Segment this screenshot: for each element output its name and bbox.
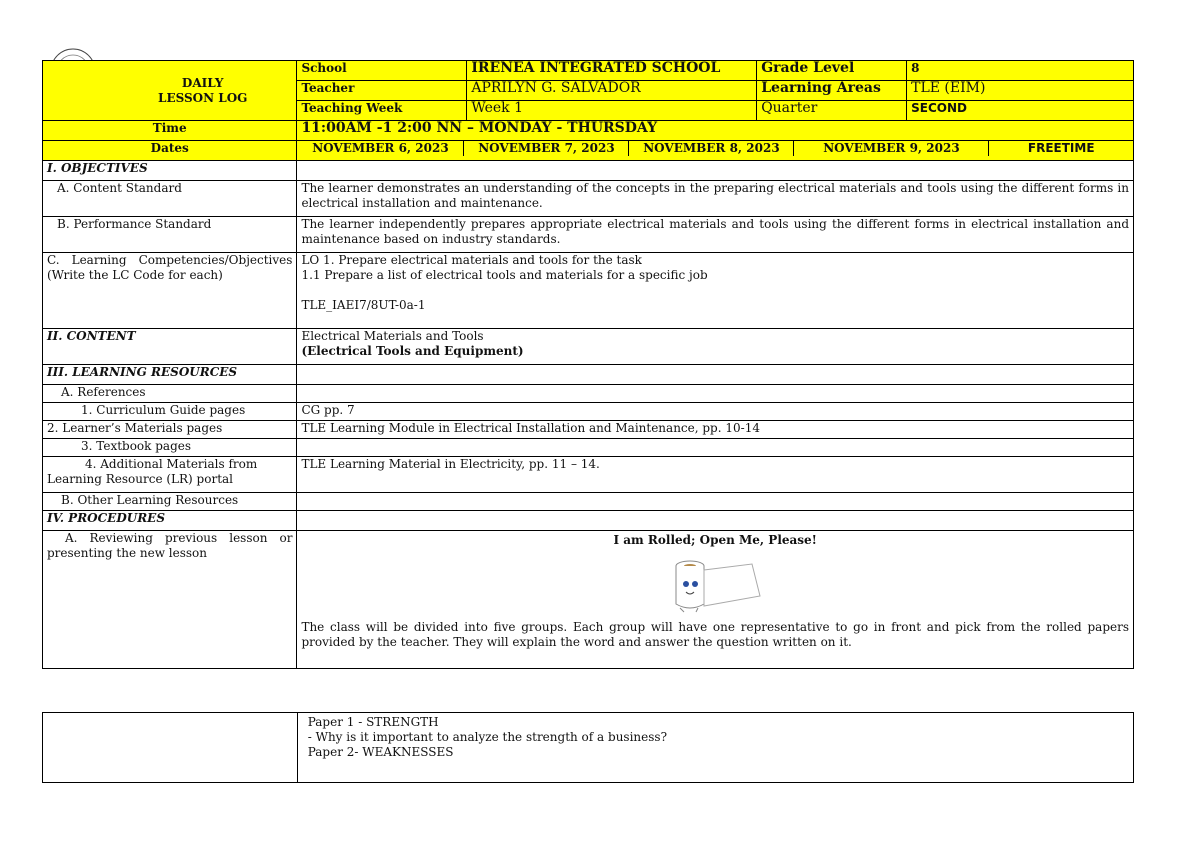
- areas-value: TLE (EIM): [907, 81, 1134, 101]
- time-value: 11:00AM -1 2:00 NN – MONDAY - THURSDAY: [297, 121, 1134, 141]
- textbook-label: 3. Textbook pages: [43, 439, 297, 457]
- quarter-value: SECOND: [907, 101, 1134, 121]
- paper-2-label: Paper 2- WEAKNESSES: [307, 745, 454, 759]
- performance-standard-text: The learner independently prepares appropriate electrical materials and tools using the different forms in electrical installation and maintenance based on industry standards.: [297, 217, 1134, 253]
- review-lesson-label: A. Reviewing previous lesson or presenting the new lesson: [43, 531, 297, 669]
- objectives-heading: I. OBJECTIVES: [43, 161, 297, 181]
- teacher-value: APRILYN G. SALVADOR: [467, 81, 757, 101]
- areas-label: Learning Areas: [757, 81, 907, 101]
- activity-title: I am Rolled; Open Me, Please!: [613, 533, 817, 547]
- date-freetime: FREETIME: [1027, 141, 1095, 155]
- school-value: IRENEA INTEGRATED SCHOOL: [467, 61, 757, 81]
- content-standard-text: The learner demonstrates an understanding of the concepts in the preparing electrical materials and tools using the different forms in electrical installation and maintenance.: [297, 181, 1134, 217]
- lc-code: TLE_IAEI7/8UT-0a-1: [301, 298, 426, 312]
- grade-label: Grade Level: [757, 61, 907, 81]
- additional-materials-label: 4. Additional Materials from Learning Resource (LR) portal: [43, 457, 297, 493]
- content-heading: II. CONTENT: [43, 329, 297, 365]
- date-monday: NOVEMBER 6, 2023: [297, 141, 464, 156]
- learners-materials-label: 2. Learner’s Materials pages: [43, 421, 297, 439]
- quarter-label: Quarter: [757, 101, 907, 121]
- lesson-log-table-continued: [42, 712, 1134, 783]
- time-label: Time: [43, 121, 297, 141]
- dates-row: [297, 141, 1133, 156]
- curriculum-guide-pages: CG pp. 7: [297, 403, 1134, 421]
- lesson-log-table: [42, 60, 1134, 669]
- date-thursday: NOVEMBER 9, 2023: [794, 141, 989, 156]
- dates-label: Dates: [43, 141, 297, 161]
- competency-lo1: LO 1. Prepare electrical materials and tools for the task: [301, 253, 642, 267]
- teacher-label: Teacher: [297, 81, 467, 101]
- week-label: Teaching Week: [297, 101, 467, 121]
- procedures-heading: IV. PROCEDURES: [43, 511, 297, 531]
- grade-value: 8: [907, 61, 1134, 81]
- performance-standard-label: B. Performance Standard: [43, 217, 297, 253]
- rolled-paper-illustration: [660, 556, 770, 616]
- content-topic: Electrical Materials and Tools: [301, 329, 484, 343]
- curriculum-guide-label: 1. Curriculum Guide pages: [43, 403, 297, 421]
- log-title-line2: LESSON LOG: [158, 90, 248, 105]
- content-subtopic: (Electrical Tools and Equipment): [301, 344, 524, 358]
- paper-1-question: - Why is it important to analyze the strength of a business?: [307, 730, 667, 744]
- paper-1-label: Paper 1 - STRENGTH: [307, 715, 439, 729]
- date-wednesday: NOVEMBER 8, 2023: [629, 141, 794, 156]
- school-label: School: [297, 61, 467, 81]
- activity-instructions: The class will be divided into five groups. Each group will have one representative to go in front and pick from the rolled papers provided by the teacher. They will explain the word and answer the question written on it.: [301, 620, 1129, 649]
- other-resources-label: B. Other Learning Resources: [43, 493, 297, 511]
- resources-heading: III. LEARNING RESOURCES: [43, 365, 297, 385]
- learners-materials-pages: TLE Learning Module in Electrical Installation and Maintenance, pp. 10-14: [297, 421, 1134, 439]
- additional-materials-text: TLE Learning Material in Electricity, pp. 11 – 14.: [297, 457, 1134, 493]
- log-title-line1: DAILY: [181, 75, 224, 90]
- week-value: Week 1: [467, 101, 757, 121]
- competency-1-1: 1.1 Prepare a list of electrical tools and materials for a specific job: [301, 268, 708, 282]
- references-label: A. References: [43, 385, 297, 403]
- content-standard-label: A. Content Standard: [43, 181, 297, 217]
- competencies-label: C. Learning Competencies/Objectives (Write the LC Code for each): [43, 253, 297, 329]
- date-tuesday: NOVEMBER 7, 2023: [464, 141, 629, 156]
